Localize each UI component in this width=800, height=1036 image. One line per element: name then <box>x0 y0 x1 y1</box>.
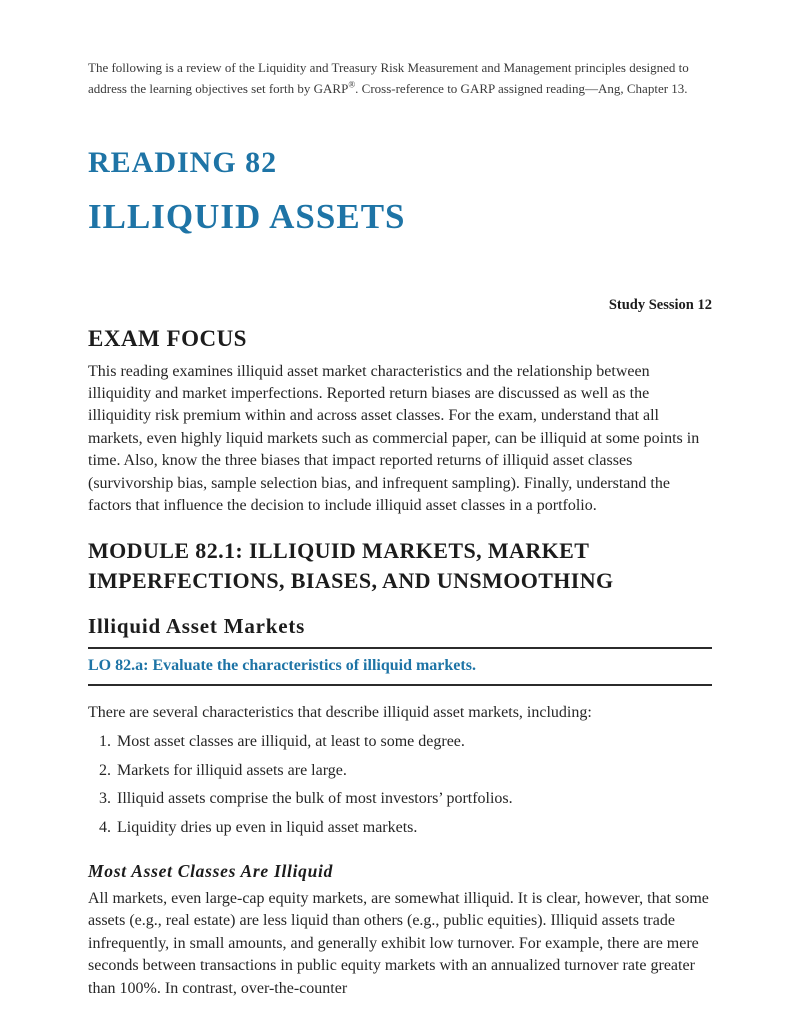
reading-title: ILLIQUID ASSETS <box>88 196 406 236</box>
module-heading: MODULE 82.1: ILLIQUID MARKETS, MARKET IMPERFECTIONS, BIASES, AND UNSMOOTHING <box>88 538 614 593</box>
learning-objective-text: LO 82.a: Evaluate the characteristics of illiquid markets. <box>88 656 476 674</box>
subsection-heading: Most Asset Classes Are Illiquid <box>88 860 334 881</box>
garp-notice-text: The following is a review of the Liquidity and Treasury Risk Measurement and Management principles designed to address the learning objectives set forth by GARP <box>88 60 689 96</box>
exam-focus-paragraph: This reading examines illiquid asset market characteristics and the relationship between illiquidity and market imperfections. Reported return biases are discussed as well as the illiquidity risk premium within and across asset classes. For the exam, understand that all markets, even highly liquid markets such as commercial paper, can be illiquid at some points in time. Also, know the three biases that impact reported returns of illiquid asset classes (survivorship bias, sample selection bias, and infrequent sampling). Finally, understand the factors that influence the decision to include illiquid asset classes in a portfolio. <box>88 362 700 515</box>
list-item: 3. Illiquid assets comprise the bulk of most investors’ portfolios. <box>115 788 712 810</box>
exam-focus-heading: EXAM FOCUS <box>88 325 247 351</box>
garp-notice-crossref: . Cross-reference to GARP assigned reading—Ang, Chapter 13. <box>355 80 688 96</box>
list-item: 1. Most asset classes are illiquid, at least to some degree. <box>115 731 712 753</box>
reading-number-heading: READING 82 <box>88 145 278 179</box>
study-session-label: Study Session 12 <box>608 296 712 313</box>
list-item: 2. Markets for illiquid assets are large. <box>115 760 712 782</box>
list-item: 4. Liquidity dries up even in liquid asset markets. <box>115 817 712 839</box>
characteristics-intro: There are several characteristics that describe illiquid asset markets, including: <box>88 703 592 721</box>
registered-trademark-symbol: ® <box>348 79 356 90</box>
section-heading: Illiquid Asset Markets <box>88 613 306 638</box>
subsection-paragraph: All markets, even large-cap equity markets, are somewhat illiquid. It is clear, however, that some assets (e.g., real estate) are less liquid than others (e.g., public equities). Illiquid assets trade infrequently, in small amounts, and generally exhibit low turnover. For example, there are mere seconds between transactions in public equity markets with an annualized turnover rate greater than 100%. In contrast, over-the-counter <box>88 889 709 997</box>
garp-notice <box>88 58 712 100</box>
learning-objective-callout <box>88 647 712 686</box>
characteristics-list <box>88 731 712 839</box>
